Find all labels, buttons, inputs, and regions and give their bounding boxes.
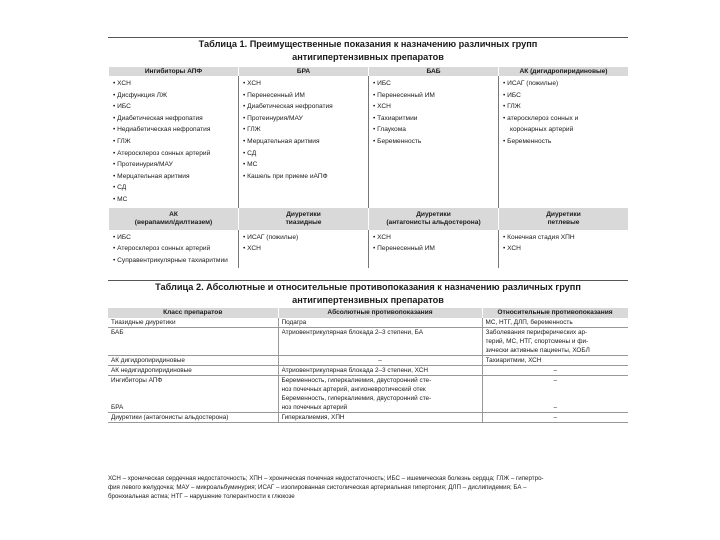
text-line: АК дигидропиридиновые (111, 357, 185, 364)
text-line: ноз почечных артерий, ангионевротический отек (281, 386, 426, 393)
text-line: Подагра (281, 319, 307, 326)
list-item: • ИСАГ (пожилые) (243, 232, 364, 244)
text-line: Беременность, гиперкалиемия, двусторонний сте- (281, 377, 432, 384)
absolute-contra (278, 328, 482, 356)
table-row (108, 328, 628, 356)
text-line: Беременность, гиперкалиемия, двусторонний сте- (281, 395, 432, 402)
absolute-contra (278, 356, 482, 366)
text-line: Тахиаритмии, ХСН (485, 357, 542, 364)
table1-header-row (109, 67, 629, 76)
table1-body-row-2 (109, 230, 629, 269)
text-line (486, 394, 626, 403)
ace-inhibitors-list (109, 76, 239, 208)
text-line: Диуретики (антагонисты альдостерона) (111, 414, 229, 421)
list-item: • ХСН (373, 101, 494, 113)
table1-header-cell: АК (дигидропиридиновые) (499, 67, 629, 76)
table-row (108, 356, 628, 366)
list-item: • Дисфункция ЛЖ (113, 90, 234, 102)
text-line: терий, МС, НТГ, спортсмены и фи- (485, 338, 589, 345)
table1-header-cell: БАБ (369, 67, 499, 76)
table2-title (108, 280, 628, 309)
list-item: • ХСН (373, 232, 494, 244)
list-item: • ГЛЖ (243, 124, 364, 136)
table1-header-cell: БРА (239, 67, 369, 76)
header-line: петлевые (547, 218, 580, 226)
table1-header-cell (109, 208, 239, 230)
list-item: • Беременность (373, 136, 494, 148)
list-item: • Кашель при приеме иАПФ (243, 171, 364, 183)
list-item: • ИСАГ (пожилые) (503, 78, 624, 90)
list-item: • Перенесенный ИМ (243, 90, 364, 102)
list-item: • Перенесенный ИМ (373, 90, 494, 102)
drug-class (108, 318, 278, 328)
absolute-contra (278, 413, 482, 423)
table-row (108, 413, 628, 423)
text-line (111, 385, 275, 394)
loop-diuretic-list (499, 230, 629, 269)
list-item: • Беременность (503, 136, 624, 148)
drug-class (108, 328, 278, 356)
text-line: ноз почечных артерий (281, 404, 348, 411)
contraindications-table (108, 308, 629, 423)
table-row (108, 318, 628, 328)
absolute-contra (278, 318, 482, 328)
table2-header-row (108, 308, 628, 318)
text-line: МС, НТГ, ДЛП, беременность (485, 319, 573, 326)
table-row (108, 366, 628, 376)
text-line: – (553, 377, 558, 384)
list-item: • ИБС (503, 90, 624, 102)
list-item: • ХСН (243, 78, 364, 90)
list-item: • ХСН (503, 243, 624, 255)
table1-header-cell (239, 208, 369, 230)
relative-contra (482, 318, 628, 328)
text-line: Тиазидные диуретики (111, 319, 176, 326)
list-item: • Атеросклероз сонных артерий (113, 243, 234, 255)
relative-contra (482, 328, 628, 356)
list-item: • Протеинурия/МАУ (243, 113, 364, 125)
list-item: • ХСН (243, 243, 364, 255)
thiazide-list (239, 230, 369, 269)
list-item: • СД (243, 148, 364, 160)
non-dhp-ccb-list (109, 230, 239, 269)
abbreviations-footnote (108, 474, 628, 501)
beta-blockers-list (369, 76, 499, 208)
table2-header-cell: Относительные противопоказания (482, 308, 628, 318)
drug-class (108, 376, 278, 413)
table2-header-cell: Класс препаратов (108, 308, 278, 318)
footnote-line: ХСН – хроническая сердечная недостаточность; ХПН – хроническая почечная недостаточность; ИБС – ишемическая болезнь сердца; ГЛЖ – гипертро- (108, 475, 544, 482)
list-item: • Мерцательная аритмия (113, 171, 234, 183)
table1-header-cell: Ингибиторы АПФ (109, 67, 239, 76)
table1-title-line2: антигипертензивных препаратов (292, 52, 444, 62)
aldosterone-antagonist-list (369, 230, 499, 269)
text-line: БРА (111, 404, 124, 411)
table2-title-line2: антигипертензивных препаратов (292, 295, 444, 305)
text-line: АК недигидропиридиновые (111, 367, 192, 374)
list-item: • ИБС (113, 101, 234, 113)
table1-title-line1: Таблица 1. Преимущественные показания к назначению различных групп (198, 39, 538, 49)
table1-header-cell (499, 208, 629, 230)
header-line: Диуретики (546, 210, 581, 218)
text-line: БАБ (111, 329, 124, 336)
text-line (111, 394, 275, 403)
text-line: – (378, 357, 382, 364)
list-item: • Конечная стадия ХПН (503, 232, 624, 244)
text-line: Атриовентрикулярная блокада 2–3 степени, БА (281, 329, 423, 336)
header-line: тиазидные (285, 218, 322, 226)
footnote-line: фия левого желудочка; МАУ – микроальбуминурия; ИСАГ – изолированная систолическая артериальная гипертония; ДЛП – дислипидемия; БА – (108, 484, 527, 491)
table-row (108, 376, 628, 413)
arb-list (239, 76, 369, 208)
absolute-contra (278, 376, 482, 413)
relative-contra (482, 366, 628, 376)
relative-contra (482, 356, 628, 366)
list-item: • Глаукома (373, 124, 494, 136)
document-page (108, 37, 628, 500)
list-item: • Протеинурия/МАУ (113, 159, 234, 171)
table1-header-row-2 (109, 208, 629, 230)
drug-class (108, 366, 278, 376)
header-line: АК (169, 210, 178, 218)
list-item: • Диабетическая нефропатия (113, 113, 234, 125)
header-line: Диуретики (416, 210, 451, 218)
table1-body-row (109, 76, 629, 208)
dhp-ccb-list (499, 76, 629, 208)
drug-class (108, 356, 278, 366)
list-item: • Перенесенный ИМ (373, 243, 494, 255)
header-line: Диуретики (286, 210, 321, 218)
table1-header-cell (369, 208, 499, 230)
list-item: • ИБС (113, 232, 234, 244)
text-line: зически активные пациенты, ХОБЛ (485, 347, 590, 354)
list-item: • ГЛЖ (113, 136, 234, 148)
text-line: Гиперкалиемия, ХПН (281, 414, 345, 421)
text-line: Атриовентрикулярная блокада 2–3 степени, ХСН (281, 367, 428, 374)
list-item: • Тахиаритмии (373, 113, 494, 125)
list-item: • Мерцательная аритмия (243, 136, 364, 148)
list-item: • ИБС (373, 78, 494, 90)
text-line: – (553, 367, 558, 374)
table2-header-cell: Абсолютные противопоказания (278, 308, 482, 318)
header-line: (антагонисты альдостерона) (386, 218, 481, 226)
drug-class (108, 413, 278, 423)
list-item: • ХСН (113, 78, 234, 90)
list-item-continuation: коронарных артерий (510, 126, 574, 134)
list-item: • Недиабетическая нефропатия (113, 124, 234, 136)
table2-title-line1: Таблица 2. Абсолютные и относительные противопоказания к назначению различных групп (155, 282, 581, 292)
relative-contra (482, 413, 628, 423)
text-line: Заболевания периферических ар- (485, 329, 588, 336)
relative-contra (482, 376, 628, 413)
list-item: • МС (243, 159, 364, 171)
text-line: Ингибиторы АПФ (111, 377, 163, 384)
list-item: • Диабетическая нефропатия (243, 101, 364, 113)
list-item: • ГЛЖ (503, 101, 624, 113)
list-item: • Суправентрикулярные тахиаритмии (113, 255, 234, 267)
list-item: • Атеросклероз сонных артерий (113, 148, 234, 160)
header-line: (верапамил/дилтиазем) (134, 218, 213, 226)
indications-table (108, 67, 629, 268)
list-item: • атеросклероз сонных и (503, 113, 624, 125)
text-line: – (553, 414, 558, 421)
list-item: • СД (113, 182, 234, 194)
footnote-line: бронхиальная астма; НТГ – нарушение толерантности к глюкозе (108, 493, 295, 500)
text-line (486, 385, 626, 394)
list-item: • МС (113, 194, 234, 206)
text-line: – (553, 404, 558, 411)
table1-title (108, 37, 628, 67)
absolute-contra (278, 366, 482, 376)
